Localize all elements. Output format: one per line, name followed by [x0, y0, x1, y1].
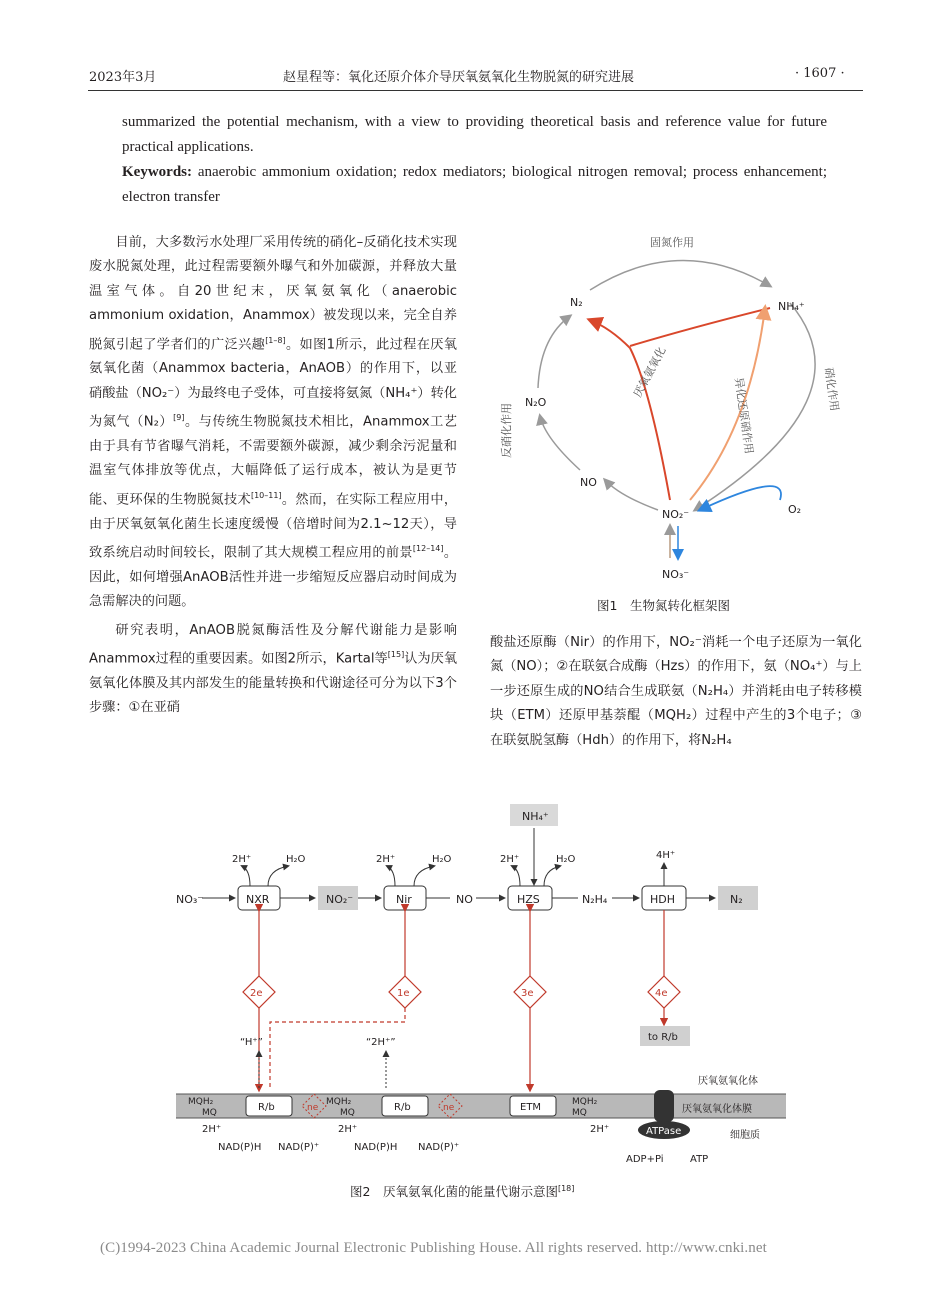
header-title: 赵星程等：氧化还原介体介导厌氧氨氧化生物脱氮的研究进展	[283, 70, 635, 85]
label-n2h4: N₂H₄	[582, 893, 608, 906]
label-4h: 4H⁺	[656, 850, 676, 861]
enzyme-nxr-label: NXR	[246, 893, 270, 906]
ne-label-1: ne	[307, 1103, 319, 1113]
label-mqh2: MQH₂	[188, 1097, 214, 1107]
abstract-continuation: summarized the potential mechanism, with a view to providing theoretical basis and reference value for future practical applications.	[122, 114, 827, 155]
figure-2	[170, 800, 790, 1178]
label-to-rb: to R/b	[648, 1032, 678, 1043]
arrow-dnra	[690, 308, 765, 500]
p1c-text: 。与传统生物脱氮技术相比，Anammox工艺由于具有节省曝气消耗，不需要额外碳源，减少剩余污泥量和温室气体排放等优点，大幅降低了运行成本，被认为是更节能、更环保的生物脱氮技术	[89, 414, 457, 508]
label-o2: O₂	[788, 503, 802, 516]
enzyme-rb-2-label: R/b	[394, 1102, 411, 1113]
keywords-label: Keywords:	[122, 164, 192, 180]
ref: [9]	[173, 413, 185, 423]
electron-4e-label: 4e	[655, 988, 668, 999]
body-left-column	[89, 231, 457, 721]
label-h2o: H₂O	[286, 854, 306, 865]
paragraph-2	[89, 619, 457, 721]
region-cytoplasm: 细胞质	[730, 1130, 760, 1141]
header-rule	[88, 90, 863, 91]
p1-text: 目前，大多数污水处理厂采用传统的硝化–反硝化技术实现废水脱氮处理，此过程需要额外曝气和外加碳源，并释放大量温室气体。自20世纪末，厌氧氨氧化（anaerobic ammonium oxidation，Anammox）被发现以来，完全自养脱氮引起了学者们的广泛兴趣	[89, 235, 457, 353]
label-no: NO	[456, 893, 473, 906]
label-2h: 2H⁺	[202, 1124, 222, 1135]
arc-no2-no	[605, 480, 658, 510]
ref: [15]	[387, 650, 405, 660]
enzyme-hdh-label: HDH	[650, 893, 676, 906]
label-mqh2: MQH₂	[326, 1097, 352, 1107]
label-no2: NO₂⁻	[662, 508, 690, 521]
label-nadph: NAD(P)H	[354, 1142, 398, 1153]
ne-label-2: ne	[443, 1103, 455, 1113]
p2-text: 研究表明，AnAOB脱氮酶活性及分解代谢能力是影响Anammox过程的重要因素。如图2所示，Kartal等	[89, 622, 457, 667]
arc-nitrification	[695, 303, 815, 510]
label-no2: NO₂⁻	[326, 893, 354, 906]
label-adp: ADP+Pi	[626, 1154, 664, 1165]
region-membrane: 厌氧氨氧化体膜	[682, 1104, 752, 1115]
label-h2o: H₂O	[556, 854, 576, 865]
right-paragraph: 酸盐还原酶（Nir）的作用下，NO₂⁻消耗一个电子还原为一氧化氮（NO）；②在联氨合成酶（Hzs）的作用下，氨（NO₄⁺）与上一步还原生成的NO结合生成联氨（N₂H₄）并消耗由电子转移模块（ETM）还原甲基萘醌（MQH₂）过程中产生的3个电子；③在联氨脱氢酶（Hdh）的作用下，将N₂H₄	[490, 635, 862, 748]
electron-2e-label: 2e	[250, 988, 263, 999]
atpase-channel	[654, 1090, 674, 1122]
p1e-text: 。因此，如何增强AnAOB活性并进一步缩短反应器启动时间成为急需解决的问题。	[89, 545, 458, 610]
label-fixation: 固氮作用	[650, 236, 694, 249]
label-mq: MQ	[572, 1108, 587, 1118]
label-nh4: NH₄⁺	[778, 300, 805, 313]
ref: [10–11]	[250, 490, 282, 500]
figure-2-caption-text: 图2 厌氧氨氧化菌的能量代谢示意图	[350, 1184, 558, 1199]
header-page: · 1607 ·	[795, 66, 845, 81]
arrow-anammox-2	[630, 308, 770, 346]
ref: [12–14]	[412, 544, 444, 554]
enzyme-hzs-label: HZS	[517, 893, 540, 906]
header-date: 2023年3月	[89, 70, 157, 85]
label-h-quote: “H⁺”	[240, 1037, 263, 1048]
label-nh4: NH₄⁺	[522, 810, 549, 823]
arc-no-n2o	[540, 416, 580, 470]
enzyme-nir-label: Nir	[396, 893, 412, 906]
label-n2o: N₂O	[525, 396, 547, 409]
label-h2o: H₂O	[432, 854, 452, 865]
copyright-footer: (C)1994-2023 China Academic Journal Electronic Publishing House. All rights reserved. http://www.cnki.net	[100, 1240, 767, 1256]
label-nadph: NAD(P)H	[218, 1142, 262, 1153]
label-2h-quote: “2H⁺”	[366, 1037, 396, 1048]
p1b-text: 。如图1所示，此过程在厌氧氨氧化菌（Anammox bacteria，AnAOB）的作用下，以亚硝酸盐（NO₂⁻）为最终电子受体，可直接将氨氮（NH₄⁺）转化为氮气（N₂）	[89, 337, 457, 430]
figure-2-caption	[350, 1182, 574, 1200]
p2b-text: 认为厌氧氨氧化体膜及其内部发生的能量转换和代谢途径可分为以下3个步骤：①在亚硝	[89, 651, 458, 716]
electron-1e-label: 1e	[397, 988, 410, 999]
figure-2-caption-ref: [18]	[557, 1183, 575, 1193]
electron-3e-label: 3e	[521, 988, 534, 999]
label-2h: 2H⁺	[232, 854, 252, 865]
label-mq: MQ	[340, 1108, 355, 1118]
label-no3: NO₃⁻	[176, 893, 204, 906]
label-dnra: 异化还原硝作用	[732, 376, 756, 455]
ref: [1–8]	[265, 335, 286, 345]
label-2h: 2H⁺	[500, 854, 520, 865]
region-anammoxosome: 厌氧氨氧化体	[698, 1076, 758, 1087]
enzyme-rb-1-label: R/b	[258, 1102, 275, 1113]
keywords	[122, 160, 827, 210]
keywords-text: anaerobic ammonium oxidation; redox mediators; biological nitrogen removal; process enhancement; electron transfer	[122, 164, 828, 205]
label-2h: 2H⁺	[376, 854, 396, 865]
body-right-column	[490, 631, 862, 753]
label-no: NO	[580, 476, 597, 489]
label-atpase: ATPase	[646, 1126, 682, 1137]
arc-n2o-n2	[538, 316, 570, 388]
figure-1-caption: 图1 生物氮转化框架图	[597, 598, 730, 613]
label-nitrification: 硝化作用	[822, 366, 842, 412]
label-nadp: NAD(P)⁺	[278, 1142, 320, 1153]
label-2h: 2H⁺	[590, 1124, 610, 1135]
enzyme-etm-label: ETM	[520, 1102, 542, 1113]
label-no3: NO₃⁻	[662, 568, 690, 581]
label-atp: ATP	[690, 1154, 709, 1165]
label-n2: N₂	[730, 893, 743, 906]
figure-1	[490, 228, 865, 598]
p1d-text: 。然而，在实际工程应用中，由于厌氧氨氧化菌生长速度缓慢（倍增时间为2.1~12天），导致系统启动时间较长，限制了其大规模工程应用的前景	[89, 492, 458, 561]
label-2h: 2H⁺	[338, 1124, 358, 1135]
label-nadp: NAD(P)⁺	[418, 1142, 460, 1153]
label-mq: MQ	[202, 1108, 217, 1118]
paragraph-1	[89, 231, 457, 615]
label-mqh2: MQH₂	[572, 1097, 598, 1107]
arc-fixation	[590, 260, 770, 290]
label-n2: N₂	[570, 296, 583, 309]
label-anammox: 厌氧氨氧化	[631, 344, 669, 400]
label-denitrification: 反硝化作用	[500, 403, 513, 458]
